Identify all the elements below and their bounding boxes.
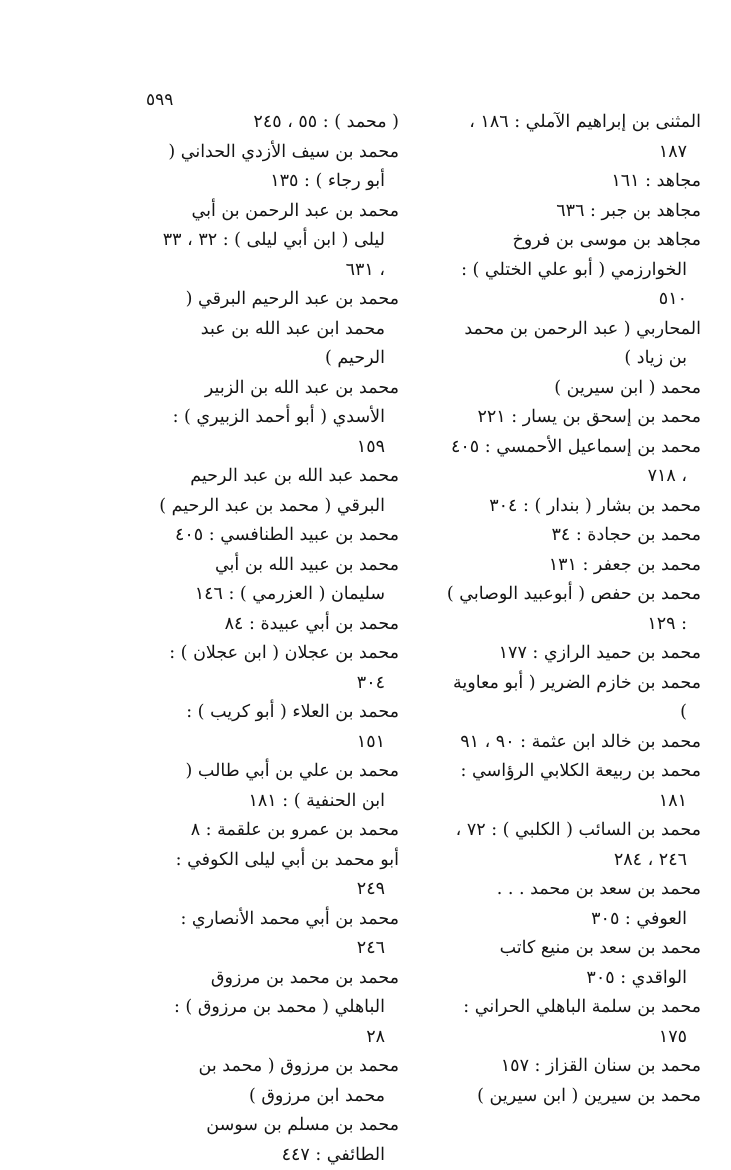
index-entry: محمد بن سيرين ( ابن سيرين ) [477,1085,701,1106]
index-entry: محمد بن أبي محمد الأنصاري : ٢٤٦ [180,908,399,958]
index-entry: محمد بن عبيد الطنافسي : ٤٠٥ [175,525,399,545]
index-entry: محمد بن عبد الله بن الزبير الأسدي ( أبو أحمد الزبيري ) : ١٥٩ [172,377,399,457]
index-entry: محمد بن محمد بن مرزوق الباهلي ( محمد بن مرزوق ) : ٢٨ [173,967,399,1047]
index-entry: محمد بن مسلم بن سوسن الطائفي : ٤٤٧ [206,1115,399,1165]
index-entry: محمد بن بشار ( بندار ) : ٣٠٤ [489,495,701,516]
index-entry: محمد بن خالد ابن عثمة : ٩٠ ، ٩١ [460,731,701,752]
index-column-left [159,108,399,1170]
index-entry: محمد بن جعفر : ١٣١ [548,554,701,575]
index-entry: محمد بن عمرو بن علقمة : ٨ [190,820,399,840]
index-entry: محمد بن عجلان ( ابن عجلان ) : ٣٠٤ [169,643,399,693]
index-entry: محمد عبد الله بن عبد الرحيم البرقي ( محمد بن عبد الرحيم ) [159,466,399,516]
index-entry: محمد بن سيف الأزدي الحداني ( أبو رجاء ) : ١٣٥ [168,141,399,191]
index-entry: محمد بن خازم الضرير ( أبو معاوية ) [453,672,701,722]
index-entry: المحاربي ( عبد الرحمن بن محمد بن زياد ) [464,318,701,368]
index-entry: محمد بن سنان القزاز : ١٥٧ [500,1056,701,1076]
index-entry: محمد بن سعد بن محمد . . . العوفي : ٣٠٥ [496,879,701,929]
index-entry: مجاهد بن جبر : ٦٣٦ [556,200,701,221]
index-entry: مجاهد بن موسى بن فروخ الخوارزمي ( أبو علي الختلي ) : ٥١٠ [461,230,701,309]
index-entry: محمد بن حجادة : ٣٤ [551,525,701,545]
index-entry: مجاهد : ١٦١ [611,171,701,191]
index-entry: محمد بن عبيد الله بن أبي سليمان ( العزرمي ) : ١٤٦ [194,554,399,604]
index-entry: محمد بن حفص ( أبوعبيد الوصابي ) : ١٢٩ [446,584,701,634]
index-entry: محمد بن علي بن أبي طالب ( ابن الحنفية ) : ١٨١ [185,761,399,811]
index-entry: أبو محمد بن أبي ليلى الكوفي : ٢٤٩ [175,849,399,899]
index-entry: المثنى بن إبراهيم الآملي : ١٨٦ ، ١٨٧ [469,112,701,162]
index-entry: محمد بن السائب ( الكلبي ) : ٧٢ ، ٢٤٦ ، ٢٨٤ [455,820,701,870]
index-entry: محمد بن أبي عبيدة : ٨٤ [224,613,399,634]
index-entry: محمد بن عبد الرحمن بن أبي ليلى ( ابن أبي ليلى ) : ٣٢ ، ٣٣ ، ٦٣١ [162,200,399,280]
index-entry: محمد بن عبد الرحيم البرقي ( محمد ابن عبد الله بن عبد الرحيم ) [185,289,399,368]
index-entry: محمد بن سلمة الباهلي الحراني : ١٧٥ [463,997,701,1047]
page-number: ٥٩٩ [146,90,174,110]
index-entry: ( محمد ) : ٥٥ ، ٢٤٥ [253,112,399,132]
index-entry: محمد بن إسحق بن يسار : ٢٢١ [477,407,701,427]
index-entry: محمد بن العلاء ( أبو كريب ) : ١٥١ [186,702,399,752]
index-column-right [441,108,701,1111]
index-entry: محمد ( ابن سيرين ) [554,377,701,398]
index-entry: محمد بن ربيعة الكلابي الرؤاسي : ١٨١ [460,761,701,811]
index-entry: محمد بن سعد بن منيع كاتب الواقدي : ٣٠٥ [499,938,701,988]
index-entry: محمد بن مرزوق ( محمد بن محمد ابن مرزوق ) [198,1056,399,1106]
index-entry: محمد بن إسماعيل الأحمسي : ٤٠٥ ، ٧١٨ [450,436,701,486]
index-entry: محمد بن حميد الرازي : ١٧٧ [498,643,701,663]
